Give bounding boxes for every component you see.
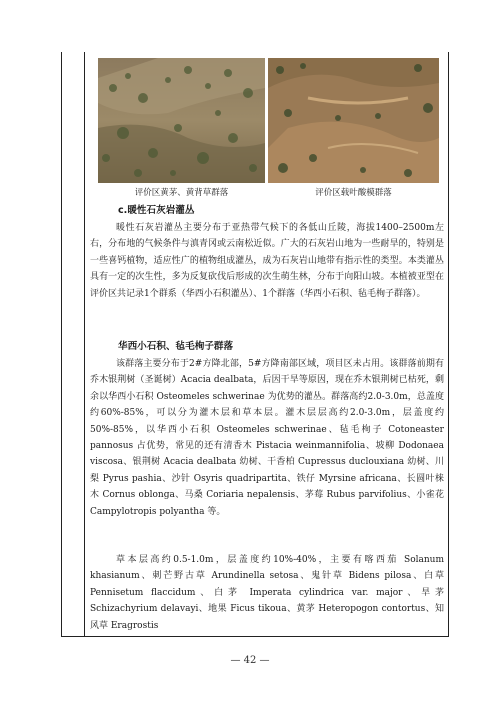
- community-heading: 华西小石积、毡毛栒子群落: [118, 341, 234, 352]
- photo-caption-left: 评价区黄茅、黄背草群落: [134, 188, 229, 198]
- section-c-paragraph: 暖性石灰岩灌丛主要分布于亚热带气候下的各低山丘陵，海拔1400–2500m左右，分布地的气候条件与滇青冈或云南松近似。广大的石灰岩山地为一些耐旱的，特别是一些喜钙植物，适应性广的植物组成灌丛，成为石灰岩山地带有指示性的类型。本类灌丛具有一定的次生性，多为反复砍伐后形成的次生萌生林，分布于向阳山坡。本植被亚型在评价区共记录1个群系（华西小石积灌丛）、1个群落（华西小石积、毡毛栒子群落）。: [90, 223, 444, 299]
- community-paragraph-2: 草本层高约0.5-1.0m，层盖度约10%-40%，主要有喀西茄 Solanum khasianum、刺芒野古草 Arundinella setosa、鬼针草 Bidens pilosa、白草 Pennisetum flaccidum、白茅 Imperata cylindrica var. major、旱茅 Schizachyrium delavayi、地果 Ficus tikoua、黄茅 Heteropogon contortus、知风草 Eragrostis: [90, 555, 444, 631]
- photo-caption-right: 评价区载叶酸模群落: [315, 188, 392, 198]
- grassland-photo: [98, 58, 265, 183]
- section-heading-c: c.暖性石灰岩灌丛: [118, 205, 195, 216]
- dock-community-photo: [268, 58, 439, 183]
- community-paragraph-1: 该群落主要分布于2#方降北部，5#方降南部区域，项目区未占用。该群落前期有乔木银荆树（圣诞树）Acacia dealbata，后因干旱等原因，现在乔木银荆树已枯死，剩余以华西小石积 Osteomeles schwerinae 为优势的灌丛。群落高约2.0-3.0m，总盖度约60%-85%，可以分为灌木层和草本层。灌木层层高约2.0-3.0m，层盖度约50%-85%，以华西小石积 Osteomeles schwerinae、毡毛栒子 Cotoneaster pannosus 占优势，常见的还有清香木 Pistacia weinmannifolia、坡柳 Dodonaea viscosa、银荆树 Acacia dealbata 幼树、干香柏 Cupressus duclouxiana 幼树、川梨 Pyrus pashia、沙针 Osyris quadripartita、铁仔 Myrsine africana、长圆叶梾木 Cornus oblonga、马桑 Coriaria nepalensis、茅莓 Rubus parvifolius、小雀花 Campylotropis polyantha 等。: [90, 359, 444, 517]
- page-number: — 42 —: [230, 655, 270, 666]
